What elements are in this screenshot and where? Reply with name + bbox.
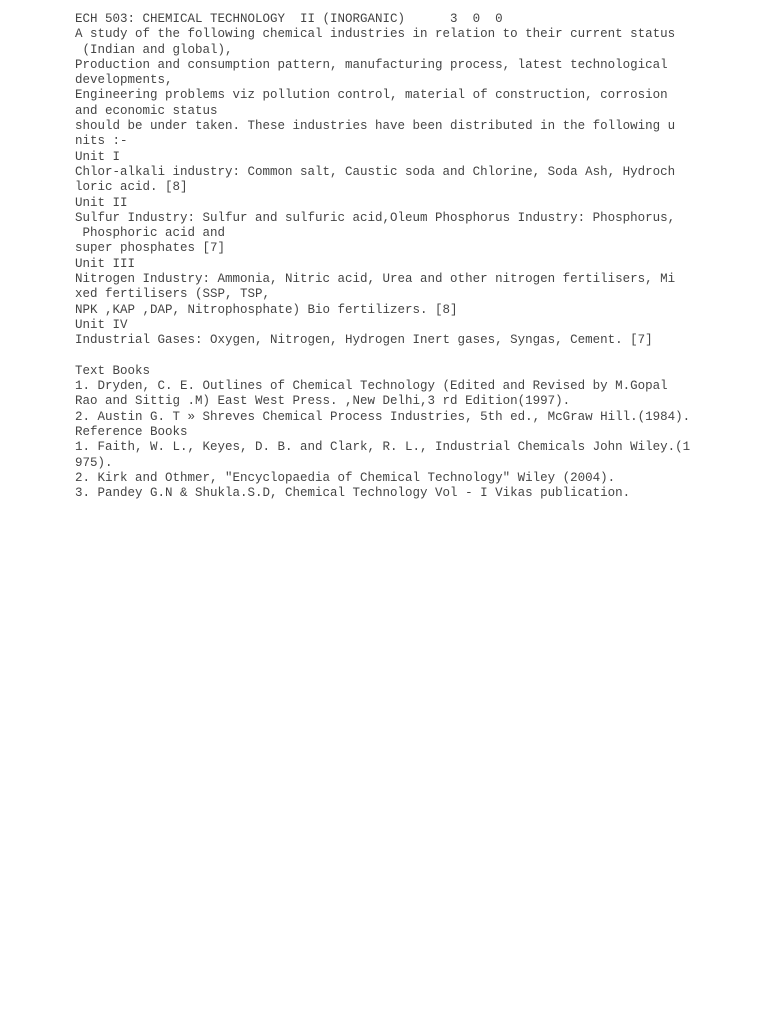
reference-line: 975). xyxy=(75,455,113,470)
unit-content-line: Chlor-alkali industry: Common salt, Caustic soda and Chlorine, Soda Ash, Hydroch xyxy=(75,164,676,179)
unit-content-line: Nitrogen Industry: Ammonia, Nitric acid, Urea and other nitrogen fertilisers, Mi xyxy=(75,272,676,287)
section-heading: Text Books xyxy=(75,363,151,378)
section-heading: Reference Books xyxy=(75,425,188,440)
unit-content-line: NPK ,KAP ,DAP, Nitrophosphate) Bio fertilizers. [8] xyxy=(75,302,458,317)
intro-line: Production and consumption pattern, manufacturing process, latest technological xyxy=(75,57,668,72)
reference-line: 3. Pandey G.N & Shukla.S.D, Chemical Technology Vol - I Vikas publication. xyxy=(75,486,631,501)
unit-heading: Unit I xyxy=(75,149,121,164)
unit-content-line: loric acid. [8] xyxy=(75,180,188,195)
intro-line: should be under taken. These industries have been distributed in the following u xyxy=(75,119,676,134)
reference-line: Rao and Sittig .M) East West Press. ,New Delhi,3 rd Edition(1997). xyxy=(75,394,571,409)
unit-content-line: Phosphoric acid and xyxy=(75,226,226,241)
unit-content-line: Sulfur Industry: Sulfur and sulfuric acid,Oleum Phosphorus Industry: Phosphorus, xyxy=(75,210,676,225)
unit-heading: Unit IV xyxy=(75,317,128,332)
intro-line: nits :- xyxy=(75,134,128,149)
unit-content-line: super phosphates [7] xyxy=(75,241,226,256)
unit-content-line: Industrial Gases: Oxygen, Nitrogen, Hydrogen Inert gases, Syngas, Cement. [7] xyxy=(75,333,653,348)
unit-heading: Unit III xyxy=(75,256,136,271)
reference-line: 1. Dryden, C. E. Outlines of Chemical Technology (Edited and Revised by M.Gopal xyxy=(75,379,668,394)
blank-line xyxy=(75,349,755,364)
course-title-line: ECH 503: CHEMICAL TECHNOLOGY II (INORGANIC) 3 0 0 xyxy=(75,12,503,26)
reference-line: 2. Kirk and Othmer, "Encyclopaedia of Chemical Technology" Wiley (2004). xyxy=(75,470,616,485)
intro-line: Engineering problems viz pollution control, material of construction, corrosion xyxy=(75,88,668,103)
unit-content-line: xed fertilisers (SSP, TSP, xyxy=(75,287,271,302)
reference-line: 1. Faith, W. L., Keyes, D. B. and Clark, R. L., Industrial Chemicals John Wiley.(1 xyxy=(75,440,691,455)
reference-line: 2. Austin G. T » Shreves Chemical Process Industries, 5th ed., McGraw Hill.(1984). xyxy=(75,409,691,424)
intro-line: and economic status xyxy=(75,103,218,118)
intro-line: A study of the following chemical industries in relation to their current status xyxy=(75,27,676,42)
document-page xyxy=(75,12,755,502)
intro-line: developments, xyxy=(75,73,173,88)
unit-heading: Unit II xyxy=(75,195,128,210)
intro-line: (Indian and global), xyxy=(75,42,233,57)
